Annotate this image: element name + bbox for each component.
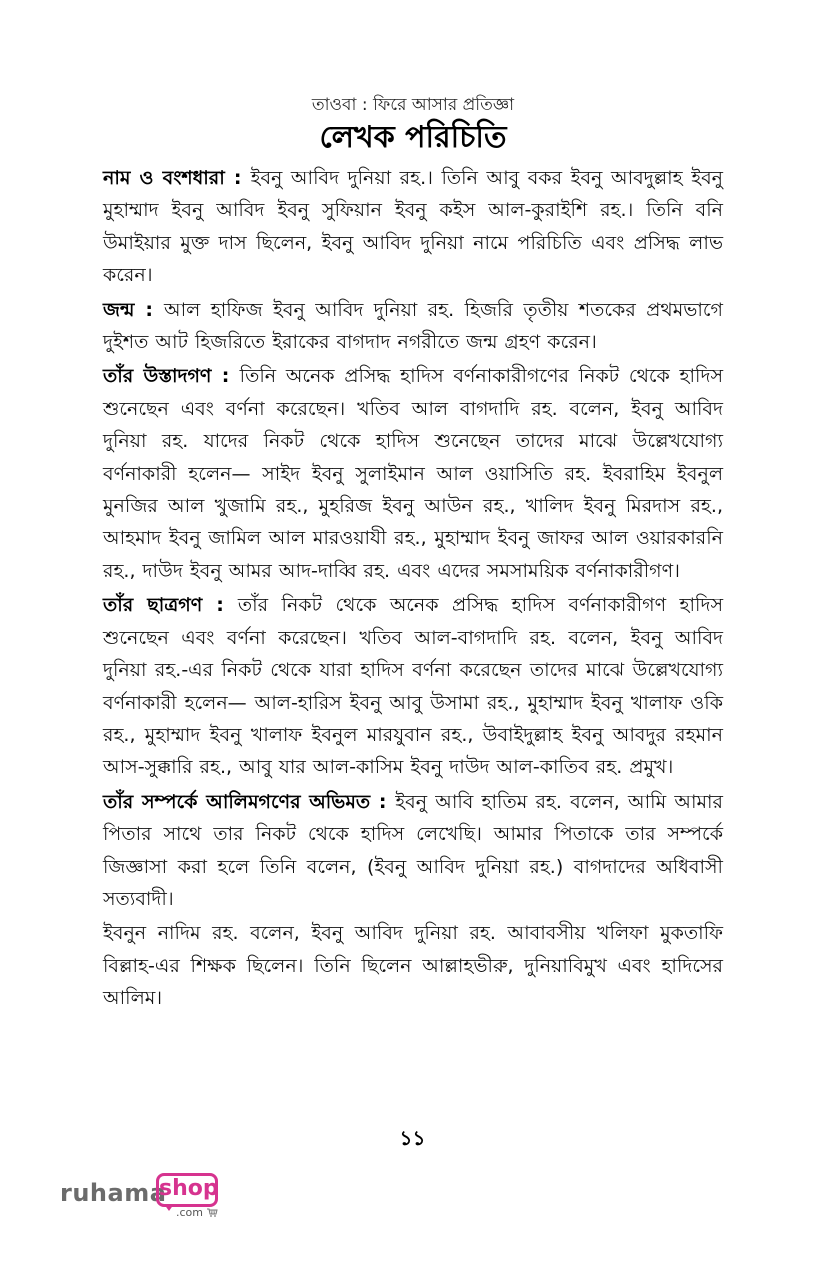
page-number: ১১: [399, 1126, 426, 1150]
section-separator: :: [134, 298, 164, 321]
chapter-title: লেখক পরিচিতি: [319, 120, 507, 155]
section-scholars-opinion: [103, 786, 723, 916]
logo-text-domain: .com: [176, 1206, 203, 1219]
section-text: ইবনু আবিদ দুনিয়া রহ.। তিনি আবু বকর ইবনু আবদুল্লাহ ইবনু মুহাম্মাদ ইবনু আবিদ ইবনু সুফিয়ান ইবনু কইস আল-কুরাইশি রহ.। তিনি বনি উমাইয়ার মুক্ত দাস ছিলেন, ইবনু আবিদ দুনিয়া নামে পরিচিতি এবং প্রসিদ্ধ লাভ করেন।: [103, 167, 724, 287]
ruhamashop-logo: [60, 1173, 230, 1223]
section-teachers: [103, 360, 723, 587]
section-separator: :: [211, 365, 240, 388]
section-text: তাঁর নিকট থেকে অনেক প্রসিদ্ধ হাদিস বর্ণনাকারীগণ হাদিস শুনেছেন এবং বর্ণনা করেছেন। খতিব আল-বাগদাদি রহ. বলেন, ইবনু আবিদ দুনিয়া রহ.-এর নিকট থেকে যারা হাদিস বর্ণনা করেছেন তাদের মাঝে উল্লেখযোগ্য বর্ণনাকারী হলেন— আল-হারিস ইবনু আবু উসামা রহ., মুহাম্মাদ ইবনু খালাফ ওকি রহ., মুহাম্মাদ ইবনু খালাফ ইবনুল মারযুবান রহ., উবাইদুল্লাহ ইবনু আবদুর রহমান আস-সুক্কারি রহ., আবু যার আল-কাসিম ইবনু দাউদ আল-কাতিব রহ. প্রমুখ।: [103, 594, 723, 779]
section-ibn-nadim-quote: [103, 917, 723, 1014]
section-label: তাঁর উস্তাদগণ: [103, 365, 212, 388]
section-birth: [103, 294, 723, 359]
page-body: [103, 92, 723, 1017]
section-separator: :: [202, 594, 238, 617]
logo-shop-bubble: [156, 1173, 218, 1207]
section-text: তিনি অনেক প্রসিদ্ধ হাদিস বর্ণনাকারীগণের নিকট থেকে হাদিস শুনেছেন এবং বর্ণনা করেছেন। খতিব আল বাগদাদি রহ. বলেন, ইবনু আবিদ দুনিয়া রহ. যাদের নিকট থেকে হাদিস শুনেছেন তাদের মাঝে উল্লেখযোগ্য বর্ণনাকারী হলেন— সাইদ ইবনু সুলাইমান আল ওয়াসিতি রহ. ইবরাহিম ইবনুল মুনজির আল খুজামি রহ., মুহরিজ ইবনু আউন রহ., খালিদ ইবনু মিরদাস রহ., আহমাদ ইবনু জামিল আল মারওয়াযী রহ., মুহাম্মাদ ইবনু জাফর আল ওয়ারকারনি রহ., দাউদ ইবনু আমর আদ-দাব্বি রহ. এবং এদের সমসাময়িক বর্ণনাকারীগণ।: [103, 365, 724, 582]
section-name-lineage: [103, 162, 723, 292]
section-label: জন্ম: [103, 298, 135, 321]
section-separator: :: [224, 167, 251, 189]
section-separator: :: [370, 790, 396, 813]
shopping-cart-icon: [207, 1208, 218, 1217]
running-head: তাওবা : ফিরে আসার প্রতিজ্ঞা: [311, 95, 515, 115]
section-label: নাম ও বংশধারা: [103, 167, 225, 189]
logo-text-shop: shop: [159, 1176, 219, 1201]
logo-text-ruhama: ruhama: [60, 1179, 167, 1207]
section-text: ইবনুন নাদিম রহ. বলেন, ইবনু আবিদ দুনিয়া রহ. আবাবসীয় খলিফা মুকতাফি বিল্লাহ-এর শিক্ষক ছিলেন। তিনি ছিলেন আল্লাহভীরু, দুনিয়াবিমুখ এবং হাদিসের আলিম।: [103, 922, 723, 1010]
section-text: ইবনু আবি হাতিম রহ. বলেন, আমি আমার পিতার সাথে তার নিকট থেকে হাদিস লেখেছি। আমার পিতাকে তার সম্পর্কে জিজ্ঞাসা করা হলে তিনি বলেন, (ইবনু আবিদ দুনিয়া রহ.) বাগদাদের অধিবাসী সত্যবাদী।: [103, 790, 724, 910]
section-label: তাঁর ছাত্রগণ: [103, 594, 203, 617]
section-students: [103, 589, 723, 783]
logo-bubble-tail: [164, 1204, 174, 1211]
section-label: তাঁর সম্পর্কে আলিমগণের অভিমত: [103, 790, 371, 813]
section-text: আল হাফিজ ইবনু আবিদ দুনিয়া রহ. হিজরি তৃতীয় শতকের প্রথমভাগে দুইশত আট হিজরিতে ইরাকের বাগদাদ নগরীতে জন্ম গ্রহণ করেন।: [103, 298, 723, 354]
